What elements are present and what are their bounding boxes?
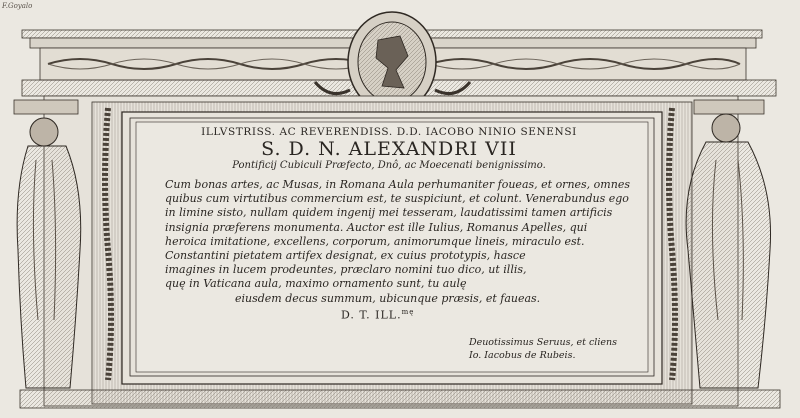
- initials-text: D. T. ILL.: [341, 308, 402, 322]
- body-line: quibus cum virtutibus commercium est, te suspiciunt, et colunt. Venerabundus ego: [165, 192, 629, 206]
- pope-name-line: S. D. N. ALEXANDRI VII: [261, 138, 517, 160]
- signature-block: [469, 337, 617, 362]
- dedication-body: [165, 178, 631, 306]
- dedication-line: ILLVSTRISS. AC REVERENDISS. D.D. IACOBO NINIO SENENSI: [201, 126, 577, 138]
- signature-line: Io. Iacobus de Rubeis.: [468, 349, 576, 361]
- body-line: insignia præferens monumenta. Auctor est ille Iulius, Romanus Apelles, qui: [165, 220, 588, 234]
- body-line: quę in Vaticana aula, maximo ornamento sunt, tu aulę: [165, 277, 467, 291]
- body-line: imagines in lucem prodeuntes, præclaro nomini tuo dico, ut illis,: [165, 263, 527, 277]
- body-line: eiusdem decus summum, ubicunque præsis, et faueas.: [235, 291, 541, 305]
- inscription-panel: [141, 125, 637, 363]
- body-line: heroica imitatione, excellens, corporum, animorumque lineis, miraculo est.: [165, 234, 585, 248]
- dedicator-initials: [141, 308, 637, 322]
- initials-superscript: mę: [401, 307, 415, 316]
- body-line: in limine sisto, nullam quidem ingenij mei tesseram, laudatissimi tamen artificis: [165, 206, 613, 220]
- signature-line: Deuotissimus Seruus, et cliens: [468, 337, 617, 348]
- corner-inscription: F.Goyalo: [2, 2, 33, 10]
- body-line: Cum bonas artes, ac Musas, in Romana Aula perhumaniter foueas, et ornes, omnes: [165, 178, 630, 191]
- title-subline: Pontificij Cubiculi Præfecto, Dnô, ac Moecenati benignissimo.: [232, 160, 546, 171]
- body-line: Constantini pietatem artifex designat, ex cuius prototypis, hasce: [165, 249, 526, 263]
